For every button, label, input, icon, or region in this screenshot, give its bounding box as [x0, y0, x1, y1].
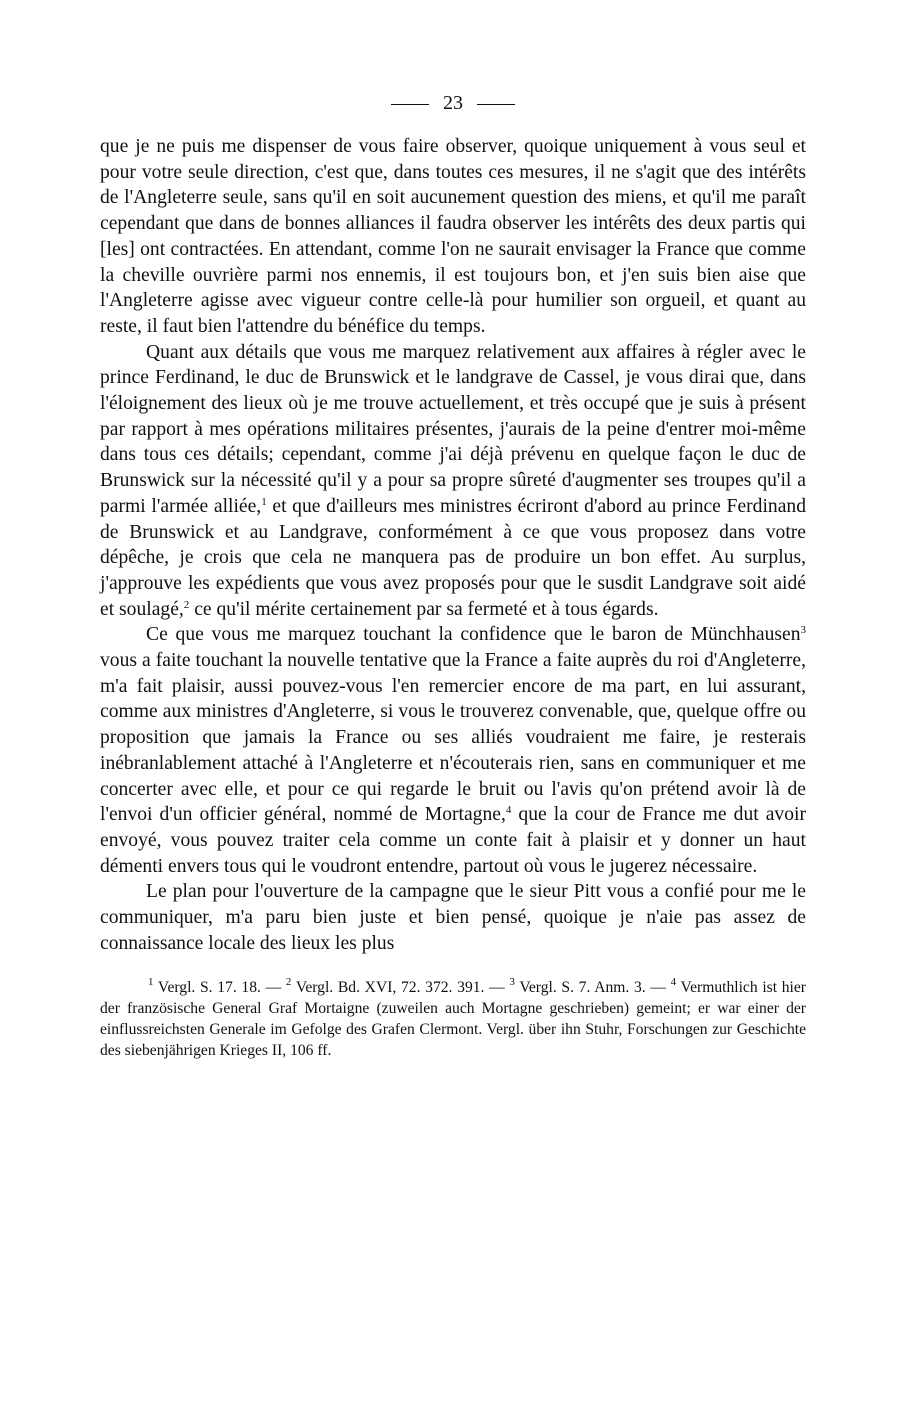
paragraph-text: vous a faite touchant la nouvelle tentative que la France a faite auprès du roi d'Angleterre, m'a fait plaisir, aussi pouvez-vous l'en remercier encore de ma part, en lui assurant, comme aux ministres d'Angleterre, si vous le trouverez convenable, que, quelque offre ou proposition que jamais la France ou ses alliés voudraient me faire, je resterais inébranlablement attaché à l'Angleterre et n'écouterais rien, sans en communiquer et me concerter avec elle, et pour ce qui regarde le bruit ou l'avis qu'on prétend avoir là de l'envoi d'un officier général, nommé de Mortagne,	[100, 650, 806, 826]
header-rule-right	[477, 104, 515, 105]
footnote-marker-2: 2	[285, 975, 292, 988]
paragraph-text: que la cour de France me dut avoir envoyé, vous pouvez traiter cela comme un conte fait à plaisir et y donner un haut démenti envers tous qui le voudront entendre, partout où vous le jugerez nécessaire.	[100, 804, 806, 877]
paragraph-2	[100, 340, 806, 623]
footnote-ref-4: 4	[505, 804, 512, 817]
footnote-1-text: Vergl. S. 17. 18. —	[153, 978, 286, 996]
paragraph-text: que je ne puis me dispenser de vous faire observer, quoique uniquement à vous seul et pour votre seule direction, c'est que, dans toutes ces mesures, il ne s'agit que des intérêts de l'Angleterre seule, sans qu'il en soit aucunement question des miens, et qu'il me paraît cependant que dans de bonnes alliances il faudra observer les intérêts des deux partis qui [les] ont contractées. En attendant, comme l'on ne saurait envisager la France que comme la cheville ouvrière parmi nos ennemis, il est toujours bon, et j'en suis bien aise que l'Angleterre agisse avec vigueur contre celle-là pour humilier son orgueil, et quant au reste, il faut bien l'attendre du bénéfice du temps.	[100, 136, 806, 337]
footnote-marker-4: 4	[670, 975, 677, 988]
footnotes	[100, 977, 806, 1061]
footnote-marker-3: 3	[509, 975, 515, 988]
paragraph-text: Le plan pour l'ouverture de la campagne que le sieur Pitt vous a confié pour me le communiquer, m'a paru bien juste et bien pensé, quoique je n'aie pas assez de connaissance locale des lieux les plus	[100, 881, 806, 954]
footnote-3-text: Vergl. S. 7. Anm. 3. —	[514, 978, 671, 996]
footnote-ref-2: 2	[183, 598, 190, 611]
header-rule-left	[391, 104, 429, 105]
document-page	[100, 86, 806, 1061]
footnote-2-text: Vergl. Bd. XVI, 72. 372. 391. —	[291, 978, 510, 996]
footnote-block	[100, 977, 806, 1061]
paragraph-1	[100, 134, 806, 340]
paragraph-4	[100, 879, 806, 956]
footnote-marker-1: 1	[148, 975, 154, 988]
running-head	[100, 86, 806, 120]
footnote-4-text: Vermuthlich ist hier der französische General Graf Mortaigne (zuweilen auch Mortagne geschrieben) gemeint; er war einer der einflussreichsten Generale im Gefolge des Grafen Clermont. Vergl. über ihn Stuhr, Forschungen zur Geschichte des siebenjährigen Krieges II, 106 ff.	[100, 978, 806, 1059]
footnote-ref-3: 3	[800, 624, 806, 637]
paragraph-text: ce qu'il mérite certainement par sa fermeté et à tous égards.	[189, 598, 659, 620]
paragraph-text: Ce que vous me marquez touchant la confidence que le baron de Münchhausen	[146, 624, 801, 646]
page-number: 23	[443, 92, 463, 114]
paragraph-3	[100, 622, 806, 879]
paragraph-text: et que d'ailleurs mes ministres écriront d'abord au prince Ferdinand de Brunswick et au Landgrave, conformément à ce que vous proposez dans votre dépêche, je crois que cela ne manquera pas de produire un bon effet. Au surplus, j'approuve les expédients que vous avez proposés pour que le susdit Landgrave soit aidé et soulagé,	[100, 495, 807, 620]
paragraph-text: Quant aux détails que vous me marquez relativement aux affaires à régler avec le prince Ferdinand, le duc de Brunswick et le landgrave de Cassel, je vous dirai que, dans l'éloignement des lieux où je me trouve actuellement, et très occupé que je suis à présent par rapport à mes opérations militaires présentes, j'aurais de la peine d'entrer moi-même dans tous ces détails; cependant, comme j'ai déjà prévenu en quelque façon le duc de Brunswick sur la nécessité qu'il y a pour sa propre sûreté d'augmenter ses troupes qu'il a parmi l'armée alliée,	[100, 341, 806, 517]
footnote-ref-1: 1	[261, 495, 267, 508]
body-text	[100, 134, 806, 957]
